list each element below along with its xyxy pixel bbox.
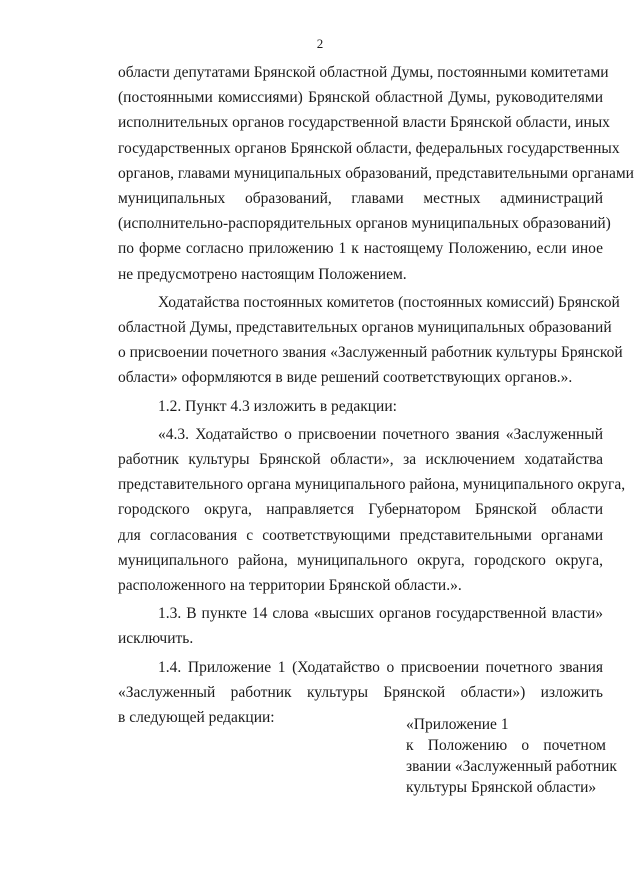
text-line: муниципального района, муниципального округа, городского округа,	[118, 551, 603, 569]
text-line: 1.4. Приложение 1 (Ходатайство о присвоении почетного звания	[158, 658, 603, 676]
appendix-line: звании «Заслуженный работник	[406, 758, 617, 775]
document-body	[118, 60, 634, 730]
text-line: городского округа, направляется Губернатором Брянской области	[118, 501, 603, 519]
text-line: представительного органа муниципального района, муниципального округа,	[118, 476, 626, 494]
appendix-line: к Положению о почетном	[406, 737, 606, 754]
paragraph-petitions	[118, 290, 623, 391]
text-line: «Заслуженный работник культуры Брянской области») изложить	[118, 683, 603, 701]
appendix-line: культуры Брянской области»	[406, 779, 597, 796]
text-line: 1.2. Пункт 4.3 изложить в редакции:	[158, 397, 397, 415]
text-line: расположенного на территории Брянской области.».	[118, 577, 462, 595]
appendix-heading	[406, 714, 617, 798]
text-line: Ходатайства постоянных комитетов (постоянных комиссий) Брянской	[158, 293, 620, 311]
text-line: по форме согласно приложению 1 к настоящему Положению, если иное	[118, 240, 603, 258]
text-line: в следующей редакции:	[118, 709, 275, 727]
text-line: 1.3. В пункте 14 слова «высших органов государственной власти»	[158, 605, 603, 623]
page-number: 2	[316, 36, 324, 51]
text-line: государственных органов Брянской области, федеральных государственных	[118, 139, 620, 157]
text-line: о присвоении почетного звания «Заслуженный работник культуры Брянской	[118, 344, 623, 362]
text-line: области» оформляются в виде решений соответствующих органов.».	[118, 369, 573, 387]
text-line: (исполнительно-распорядительных органов муниципальных образований)	[118, 215, 611, 233]
appendix-line: «Приложение 1	[406, 716, 509, 733]
text-line: области депутатами Брянской областной Думы, постоянными комитетами	[118, 64, 609, 81]
text-line: исполнительных органов государственной власти Брянской области, иных	[118, 114, 610, 132]
paragraph-continuation	[118, 60, 634, 287]
text-line: областной Думы, представительных органов муниципальных образований	[118, 319, 612, 337]
text-line: «4.3. Ходатайство о присвоении почетного звания «Заслуженный	[158, 425, 603, 443]
paragraph-item-1-2	[118, 394, 603, 419]
text-line: работник культуры Брянской области», за исключением ходатайства	[118, 451, 603, 469]
text-line: не предусмотрено настоящим Положением.	[118, 265, 407, 283]
text-line: органов, главами муниципальных образований, представительными органами	[118, 164, 634, 182]
text-line: (постоянными комиссиями) Брянской областной Думы, руководителями	[118, 89, 603, 107]
paragraph-item-1-3	[118, 601, 603, 651]
text-line: муниципальных образований, главами местных администраций	[118, 190, 603, 208]
text-line: исключить.	[118, 630, 194, 648]
paragraph-item-4-3	[118, 422, 626, 598]
text-line: для согласования с соответствующими представительными органами	[118, 526, 603, 544]
